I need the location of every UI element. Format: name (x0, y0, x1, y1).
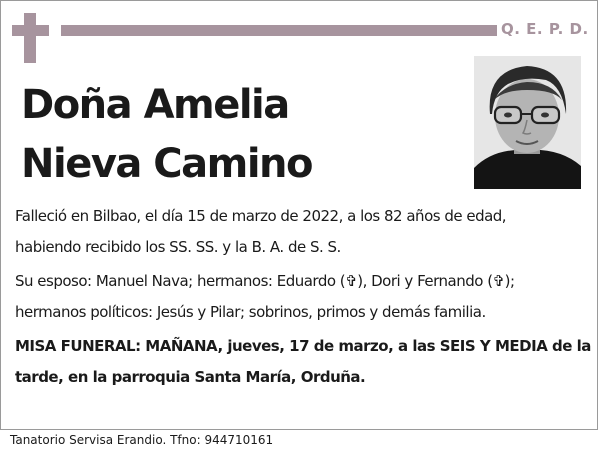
funeral-home-contact: Tanatorio Servisa Erandio. Tfno: 944710161 (10, 433, 274, 447)
portrait-icon (474, 56, 581, 189)
funeral-mass-paragraph (15, 331, 591, 393)
deceased-name-line2: Nieva Camino (21, 141, 313, 187)
deceased-name-line1: Doña Amelia (21, 82, 289, 128)
death-notice-line2: habiendo recibido los SS. SS. y la B. A. de S. S. (15, 238, 341, 256)
funeral-mass-line1: MISA FUNERAL: MAÑANA, jueves, 17 de marzo, a las SEIS Y MEDIA de la (15, 337, 591, 355)
family-line2: hermanos políticos: Jesús y Pilar; sobrinos, primos y demás familia. (15, 303, 486, 321)
funeral-mass-line2: tarde, en la parroquia Santa María, Orduña. (15, 368, 366, 386)
qepd-label: Q. E. P. D. (501, 20, 589, 38)
family-line1: Su esposo: Manuel Nava; hermanos: Eduardo (✞), Dori y Fernando (✞); (15, 272, 515, 290)
death-notice-paragraph (15, 201, 587, 263)
cross-icon-arm (12, 25, 49, 36)
family-paragraph (15, 266, 587, 328)
portrait-photo (474, 56, 581, 189)
header-rule (61, 25, 497, 36)
cross-icon (24, 13, 36, 63)
death-notice-line1: Falleció en Bilbao, el día 15 de marzo de 2022, a los 82 años de edad, (15, 207, 507, 225)
